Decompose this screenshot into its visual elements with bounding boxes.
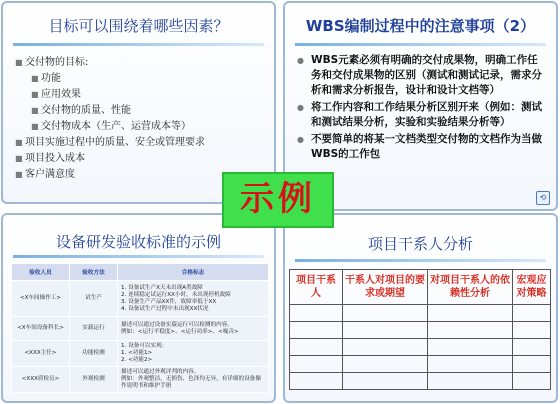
table-row bbox=[290, 356, 551, 373]
bullet-icon: ■ bbox=[15, 154, 23, 163]
list-item: ■ 功能 bbox=[15, 71, 205, 87]
list-item: ■ 项目投入成本 bbox=[15, 151, 205, 167]
list-item: ■ 交付物的目标: bbox=[15, 55, 205, 71]
list-item: ■ 交付物成本（生产、运营成本等） bbox=[15, 119, 205, 135]
table-header-row bbox=[290, 270, 551, 305]
wbs-notes-list bbox=[297, 53, 546, 164]
table-cell bbox=[513, 373, 551, 390]
table-row bbox=[290, 339, 551, 356]
list-item: ● WBS元素必须有明确的交付成果物，明确工作任务和交付成果物的区别（测试和测试记录，需求分析和需求分析报告，设计和设计文档等） bbox=[297, 54, 542, 96]
table-row bbox=[290, 373, 551, 390]
column-header: 项目干系人 bbox=[290, 270, 343, 305]
list-item: ■ 交付物的质量、性能 bbox=[15, 103, 205, 119]
title-divider bbox=[295, 43, 546, 46]
table-cell: 描述可以通过设备实载运行可以检测的内容。 例如：<运行平稳度>、<运行功率>、<噪音> bbox=[118, 317, 269, 341]
table-row bbox=[12, 341, 269, 367]
table-cell: 功能检测 bbox=[70, 341, 118, 367]
table-row bbox=[12, 317, 269, 341]
goal-list bbox=[15, 55, 205, 183]
bullet-icon: ■ bbox=[31, 74, 39, 83]
slide-nav-icon[interactable]: ⟲ bbox=[536, 191, 550, 205]
table-header-row bbox=[12, 264, 269, 281]
column-header: 验收方法 bbox=[70, 264, 118, 281]
list-item: ● 将工作内容和工作结果分析区别开来（例如：测试和测试结果分析，实验和实验结果分析等） bbox=[297, 101, 542, 128]
table-cell: 1. 设备可以实现： 1. <功能1> 2. <功能2> bbox=[118, 341, 269, 367]
list-item: ■ 应用效果 bbox=[15, 87, 205, 103]
table-cell bbox=[343, 322, 428, 339]
table-row bbox=[12, 367, 269, 393]
list-item: ■ 客户满意度 bbox=[15, 167, 205, 183]
list-item: ■ 项目实施过程中的质量、安全或管理要求 bbox=[15, 135, 205, 151]
table-cell bbox=[513, 305, 551, 322]
table-cell bbox=[343, 305, 428, 322]
table-cell: 外观检测 bbox=[70, 367, 118, 393]
bullet-icon: ■ bbox=[31, 90, 39, 99]
table-cell bbox=[428, 373, 513, 390]
table-cell: <XXX主任> bbox=[12, 341, 70, 367]
bullet-icon: ■ bbox=[31, 106, 39, 115]
list-item: ● 不要简单的将某一文档类型交付物的文档作为当做WBS的工作包 bbox=[297, 133, 542, 160]
table-cell bbox=[290, 356, 343, 373]
table-cell: <XXX质检员> bbox=[12, 367, 70, 393]
bullet-icon: ■ bbox=[15, 170, 23, 179]
acceptance-table bbox=[11, 263, 269, 393]
table-row bbox=[290, 322, 551, 339]
column-header: 宏观应对策略 bbox=[513, 270, 551, 305]
bullet-icon: ● bbox=[297, 135, 304, 144]
table-row bbox=[290, 305, 551, 322]
column-header: 对项目干系人的依赖性分析 bbox=[428, 270, 513, 305]
table-cell: <X车间设备科长> bbox=[12, 317, 70, 341]
title-divider bbox=[13, 43, 264, 46]
table-cell bbox=[513, 356, 551, 373]
table-cell bbox=[290, 373, 343, 390]
table-cell bbox=[428, 339, 513, 356]
table-cell bbox=[428, 305, 513, 322]
table-cell bbox=[513, 339, 551, 356]
panel-title: 设备研发验收标准的示例 bbox=[55, 233, 221, 251]
table-cell: 1. 设备试生产X天未出现A类故障 2. 连续稳定试运行XX小时，未出现停机故障 3. 设备生产产品XX件，故障率低于XX 4. 设备试生产过程中未出现XX状况 bbox=[118, 281, 269, 317]
bullet-icon: ● bbox=[297, 103, 304, 112]
table-cell bbox=[290, 339, 343, 356]
table-cell bbox=[513, 322, 551, 339]
column-header: 干系人对项目的要求或期望 bbox=[343, 270, 428, 305]
table-cell: 描述可以通过外观评判的内容。 例如：外观整洁，无损伤、色泽均无异，有详细的设备操作说明书和维护手册 bbox=[118, 367, 269, 393]
panel-title: WBS编制过程中的注意事项（2） bbox=[305, 17, 536, 35]
bullet-icon: ■ bbox=[31, 122, 39, 131]
table-cell bbox=[428, 322, 513, 339]
slide-panel-stakeholders bbox=[283, 213, 558, 403]
table-cell: 试生产 bbox=[70, 281, 118, 317]
title-divider bbox=[295, 259, 546, 262]
title-divider bbox=[13, 255, 264, 258]
table-cell: 实载运行 bbox=[70, 317, 118, 341]
bullet-icon: ● bbox=[297, 56, 304, 65]
table-cell: <X车间操作工> bbox=[12, 281, 70, 317]
table-cell bbox=[428, 356, 513, 373]
panel-title: 项目干系人分析 bbox=[367, 235, 473, 253]
table-cell bbox=[290, 305, 343, 322]
table-cell bbox=[343, 373, 428, 390]
table-row bbox=[12, 281, 269, 317]
stakeholder-table bbox=[289, 269, 551, 390]
bullet-icon: ■ bbox=[15, 138, 23, 147]
example-label: 示例 bbox=[222, 172, 334, 228]
panel-title: 目标可以围绕着哪些因素？ bbox=[48, 17, 229, 35]
table-cell bbox=[290, 322, 343, 339]
table-cell bbox=[343, 356, 428, 373]
table-cell bbox=[343, 339, 428, 356]
column-header: 合格标志 bbox=[118, 264, 269, 281]
column-header: 验收人员 bbox=[12, 264, 70, 281]
slide-panel-acceptance bbox=[1, 213, 276, 403]
bullet-icon: ■ bbox=[15, 58, 23, 67]
